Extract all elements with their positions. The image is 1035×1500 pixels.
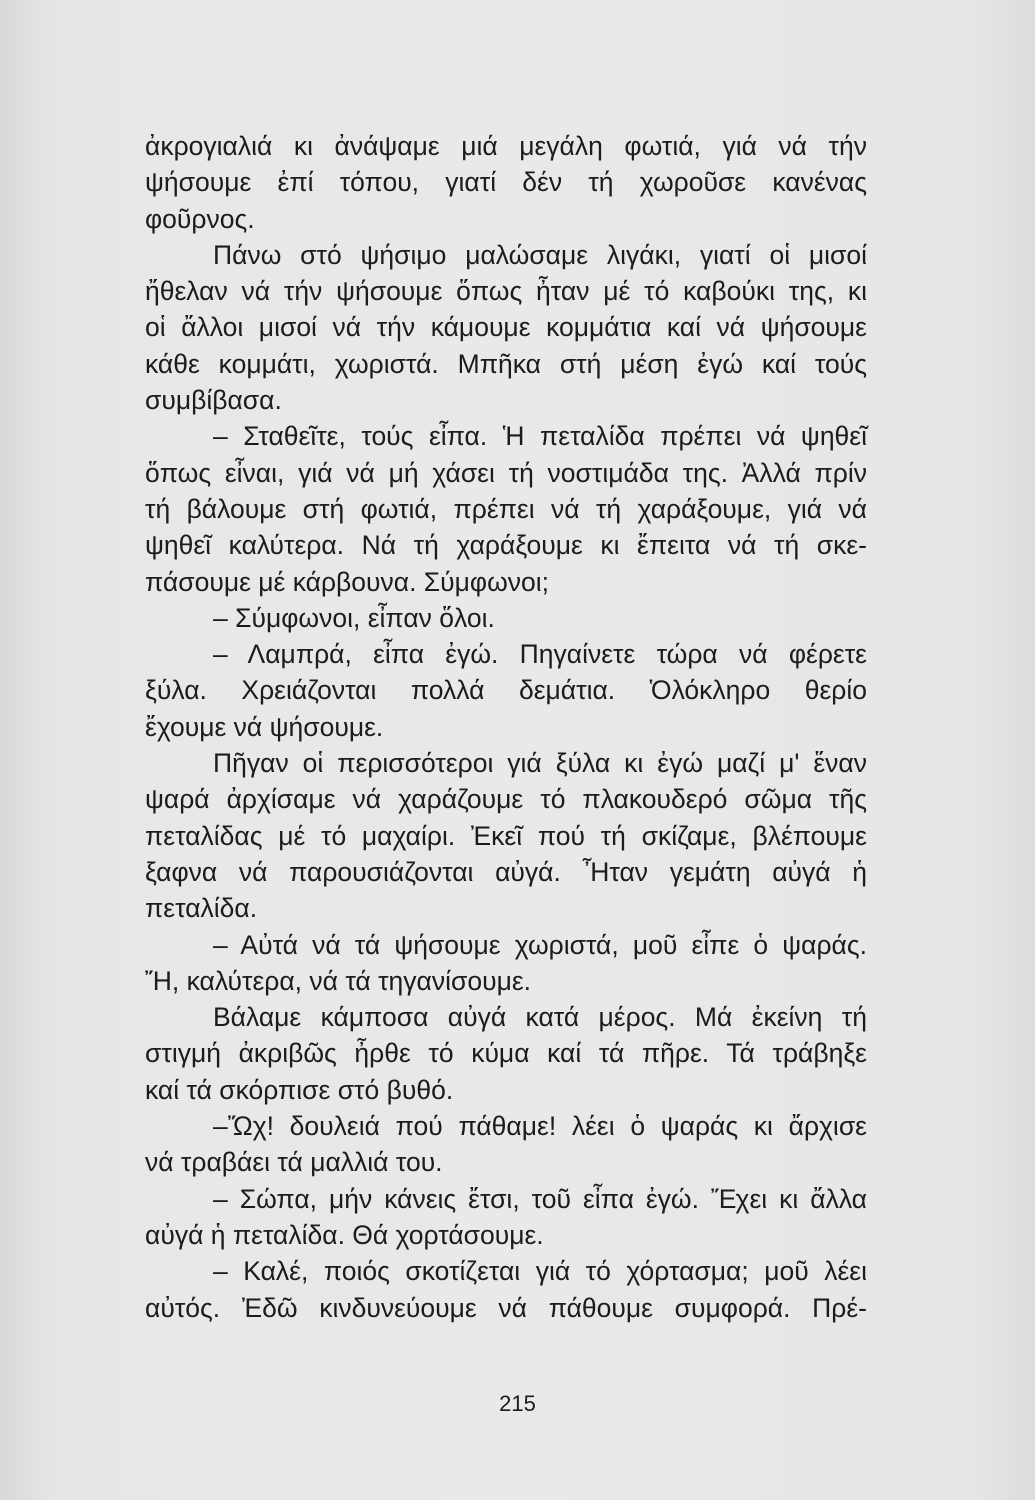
text-line: πεταλίδας μέ τό μαχαίρι. Ἐκεῖ πού τή σκίζαμε, βλέπουμε [145, 820, 867, 851]
text-line: ἤθελαν νά τήν ψήσουμε ὅπως ἦταν μέ τό καβούκι της, κι [145, 276, 867, 307]
text-line: νά τραβάει τά μαλλιά του. [145, 1147, 443, 1178]
text-line: – Καλέ, ποιός σκοτίζεται γιά τό χόρτασμα; μοῦ λέει [213, 1256, 867, 1287]
text-line: φοῦρνος. [145, 203, 255, 234]
text-line: καί τά σκόρπισε στό βυθό. [145, 1074, 454, 1105]
text-line: Ἤ, καλύτερα, νά τά τηγανίσουμε. [145, 965, 532, 996]
text-line: συμβίβασα. [145, 385, 282, 416]
text-line: τή βάλουμε στή φωτιά, πρέπει νά τή χαράξουμε, γιά νά [145, 493, 867, 524]
text-line: – Σώπα, μήν κάνεις ἔτσι, τοῦ εἶπα ἐγώ. Ἔχει κι ἄλλα [213, 1183, 867, 1214]
text-line: – Σταθεῖτε, τούς εἶπα. Ἡ πεταλίδα πρέπει νά ψηθεῖ [213, 421, 867, 452]
text-line: αὐγά ἡ πεταλίδα. Θά χορτάσουμε. [145, 1219, 544, 1250]
text-line: ξαφνα νά παρουσιάζονται αὐγά. Ἦταν γεμάτη αὐγά ἡ [145, 856, 867, 887]
page-number: 215 [499, 1391, 536, 1416]
text-line: Πῆγαν οἱ περισσότεροι γιά ξύλα κι ἐγώ μαζί μ' ἕναν [213, 748, 867, 779]
text-line: ἔχουμε νά ψήσουμε. [145, 711, 384, 742]
text-line: ξύλα. Χρειάζονται πολλά δεμάτια. Ὁλόκληρο θερίο [145, 675, 867, 706]
body-text [145, 128, 867, 1326]
text-line: –Ὤχ! δουλειά πού πάθαμε! λέει ὁ ψαράς κι ἄρχισε [213, 1111, 867, 1142]
text-line: ὅπως εἶναι, γιά νά μή χάσει τή νοστιμάδα της. Ἀλλά πρίν [145, 457, 867, 488]
text-line: Βάλαμε κάμποσα αὐγά κατά μέρος. Μά ἐκείνη τή [213, 1002, 867, 1033]
text-line: πάσουμε μέ κάρβουνα. Σύμφωνοι; [145, 566, 550, 597]
text-line: πεταλίδα. [145, 893, 258, 924]
text-line: ψήσουμε ἐπί τόπου, γιατί δέν τή χωροῦσε κανένας [145, 167, 867, 198]
text-line: οἱ ἄλλοι μισοί νά τήν κάμουμε κομμάτια καί νά ψήσουμε [145, 312, 867, 343]
text-line: ψηθεῖ καλύτερα. Νά τή χαράξουμε κι ἔπειτα νά τή σκε- [145, 530, 867, 561]
text-line: ἀκρογιαλιά κι ἀνάψαμε μιά μεγάλη φωτιά, γιά νά τήν [145, 131, 867, 161]
text-line: – Λαμπρά, εἶπα ἐγώ. Πηγαίνετε τώρα νά φέρετε [213, 639, 867, 670]
text-line: – Αὐτά νά τά ψήσουμε χωριστά, μοῦ εἶπε ὁ ψαράς. [213, 929, 867, 960]
text-line: στιγμή ἀκριβῶς ἦρθε τό κύμα καί τά πῆρε. Τά τράβηξε [145, 1038, 867, 1069]
text-line: αὐτός. Ἐδῶ κινδυνεύουμε νά πάθουμε συμφορά. Πρέ- [145, 1292, 867, 1323]
text-line: ψαρά ἀρχίσαμε νά χαράζουμε τό πλακουδερό σῶμα τῆς [145, 784, 867, 815]
text-line: κάθε κομμάτι, χωριστά. Μπῆκα στή μέση ἐγώ καί τούς [145, 348, 867, 379]
text-line: – Σύμφωνοι, εἶπαν ὅλοι. [213, 602, 495, 633]
text-line: Πάνω στό ψήσιμο μαλώσαμε λιγάκι, γιατί οἱ μισοί [213, 239, 867, 270]
